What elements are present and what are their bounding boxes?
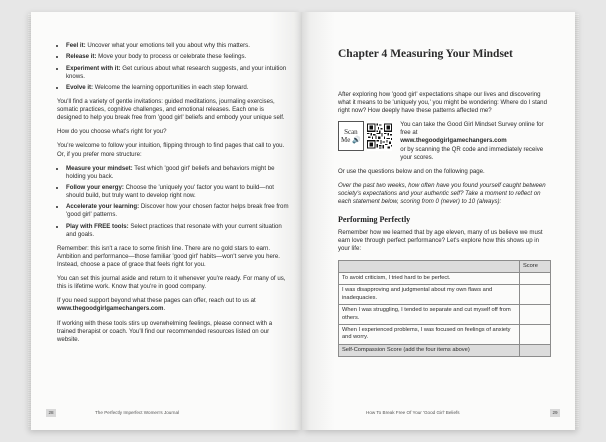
website-link[interactable]: www.thegoodgirlgamechangers.com xyxy=(57,305,164,313)
right-page-content xyxy=(338,48,551,357)
list-item: • Release it: Move your body to process or celebrate these feelings. xyxy=(66,53,290,61)
list-item: • Play with FREE tools: Select practices that resonate with your current situation and goals. xyxy=(66,223,290,239)
list-item: • Measure your mindset: Test which 'good girl' beliefs and behaviors might be holding you back. xyxy=(66,165,290,181)
chapter-title: Chapter 4 Measuring Your Mindset xyxy=(338,48,513,60)
score-cell[interactable] xyxy=(520,305,551,325)
paragraph: You're welcome to follow your intuition, flipping through to find pages that call to you. Or, if you prefer more structure: xyxy=(57,142,285,158)
list-item: • Follow your energy: Choose the 'uniquely you' factor you want to build—not should build, but truly want to develop right now. xyxy=(66,184,290,200)
page-number: 29 xyxy=(550,409,560,417)
list-item: • Accelerate your learning: Discover how your chosen factor helps break free from 'good girl' patterns. xyxy=(66,203,290,219)
paragraph: You can set this journal aside and return to it whenever you're ready. For many of us, this is lifetime work. Know that you're in good company. xyxy=(57,275,286,291)
list-item: • Experiment with it: Get curious about what research suggests, and your intuition knows. xyxy=(66,65,290,81)
total-row: Self-Compassion Score (add the four items above) xyxy=(339,344,551,356)
score-table xyxy=(338,260,551,358)
table-row: To avoid criticism, I tried hard to be perfect. xyxy=(339,272,551,284)
scan-me-box: Scan Me 🔊 xyxy=(338,121,364,151)
intro-paragraph: After exploring how 'good girl' expectations shape our lives and discovering what it means to be 'uniquely you,' you might be wondering: Where do I stand right now? How deeply have these patterns affected me? xyxy=(338,91,547,115)
table-row: I was disapproving and judgmental about my own flaws and inadequacies. xyxy=(339,285,551,305)
left-page-content xyxy=(57,42,290,350)
right-page xyxy=(302,12,575,430)
paragraph: You'll find a variety of gentle invitations: guided meditations, journaling exercises, somatic practices, cognitive challenges, and emotional releases. Each one is designed to help you break free from 'good girl' beliefs and embody your unique self. xyxy=(57,98,285,122)
score-header: Score xyxy=(520,260,551,272)
score-cell[interactable] xyxy=(520,272,551,284)
list-item: • Evolve it: Welcome the learning opportunities in each step forward. xyxy=(66,84,290,92)
qr-code-icon[interactable] xyxy=(367,121,392,151)
structure-list xyxy=(57,165,290,239)
left-page xyxy=(31,12,302,430)
instruction: Or use the questions below and on the following page. xyxy=(338,167,485,175)
page-number: 28 xyxy=(46,409,56,417)
scan-instructions: You can take the Good Girl Mindset Survey online for free at www.thegoodgirlgamechangers.com or by scanning the QR code and immediately receive your scores. xyxy=(400,121,544,161)
section-title: Performing Perfectly xyxy=(338,215,411,225)
score-cell[interactable] xyxy=(520,285,551,305)
reflection-prompt: Over the past two weeks, how often have you found yourself caught between society's expectations and your authentic self? Take a moment to reflect on each statement below, scoring from 0 (never) to 10 (always): xyxy=(338,181,546,206)
paragraph: If you need support beyond what these pages can offer, reach out to us at www.thegoodgirlgamechangers.com. xyxy=(57,297,256,313)
paragraph: How do you choose what's right for you? xyxy=(57,128,167,136)
table-header-row xyxy=(339,260,551,272)
steps-list xyxy=(57,42,290,92)
page-footer: How To Break Free Of Your 'Good Girl' Beliefs xyxy=(366,410,460,415)
list-item: • Feel it: Uncover what your emotions tell you about why this matters. xyxy=(66,42,290,50)
speaker-icon: 🔊 xyxy=(352,136,361,145)
survey-link[interactable]: www.thegoodgirlgamechangers.com xyxy=(400,137,507,145)
page-footer: The Perfectly Imperfect Women's Journal xyxy=(95,410,180,415)
paragraph: If working with these tools stirs up overwhelming feelings, please connect with a trained therapist or coach. You'll find our recommended resources listed on our website. xyxy=(57,319,273,343)
table-row: When I was struggling, I tended to separate and cut myself off from others. xyxy=(339,305,551,325)
section-intro: Remember how we learned that by age eleven, many of us believe we must earn love through perfect performance? Let's explore how this shows up in your life: xyxy=(338,229,543,253)
paragraph: Remember: this isn't a race to some finish line. There are no gold stars to earn. Ambition and performance—those familiar 'good girl' habits—won't serve you here. Instead, choose a pace of grace that feels right for you. xyxy=(57,244,280,269)
score-cell[interactable] xyxy=(520,324,551,344)
scan-section xyxy=(338,121,551,161)
table-row: When I experienced problems, I was focused on feelings of anxiety and worry. xyxy=(339,324,551,344)
total-score-cell[interactable] xyxy=(520,344,551,356)
